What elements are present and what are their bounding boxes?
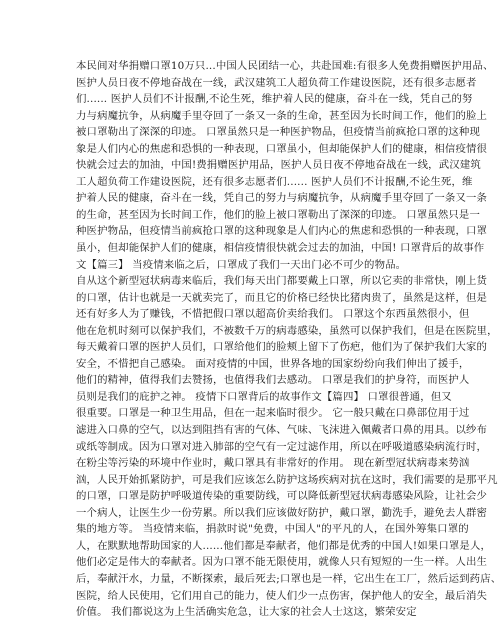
- text-line: 的生命，甚至因为长时间工作，他们的脸上被口罩勒出了深深的印迹。 口罩虽然只是一: [76, 208, 480, 221]
- text-line: 他们的精神，值得我们去赞扬，也值得我们去感动。 口罩是我们的护身符，而医护人: [76, 374, 470, 387]
- text-line: 医护人员日夜不停地奋战在一线，武汉建筑工人超负荷工作建设医院，还有很多志愿者: [76, 76, 477, 89]
- text-line: 汹，人民开始抓紧防护，可是我们应该怎么防护这场疾病对抗在这时，我们需要的是那平凡: [76, 473, 498, 486]
- text-line: 人，在默默地帮助国家的人......他们都是奉献者，他们都是优秀的中国人!如果口罩是人，: [76, 539, 492, 552]
- text-line: 自从这个新型冠状病毒来临后，我们每天出门都要戴上口罩，所以它卖的非常快，刚上货: [76, 275, 488, 288]
- text-line: 虽小，但却能保护人们的健康，相信疫情很快就会过去的加油，中国! 口罩背后的故事作: [76, 242, 485, 255]
- text-line: 医院，给人民使用，它们用自己的能力，使人们少一点伤害，保护他人的安全，最后消失: [76, 589, 488, 602]
- text-line: 很重要。口罩是一种卫生用品，但在一起来临时很少。 它一般只戴在口鼻部位用于过: [76, 407, 470, 420]
- text-line: 本民间对华捐赠口罩10万只...中国人民团结一心，共赴国难:有很多人免费捐赠医护用品、: [76, 60, 494, 72]
- text-line: 象是人们内心的焦虑和恐惧的一种表现，口罩虽小，但却能保护人们的健康，相信疫情很: [76, 142, 488, 155]
- text-line: 被口罩勒出了深深的印迹。 口罩虽然只是一种医护物品，但疫情当前疯抢口罩的这种现: [76, 126, 480, 139]
- text-line: 的口罩，口罩是防护呼吸道传染的重要防线，可以降低新型冠状病毒感染风险，让社会少: [76, 490, 488, 503]
- text-line: 后，奉献汗水，力量，不断探索，最后死去;口罩也是一样，它出生在工厂，然后运到药店、: [76, 572, 501, 585]
- text-line: 一个病人，让医生少一份劳累。所以我们应该做好防护，戴口罩，勤洗手，避免去人群密: [76, 506, 488, 519]
- text-line: 还有好多人为了赚钱，不惜把假口罩以超高价卖给我们。 口罩这个东西虽然很小，但: [76, 308, 470, 321]
- text-line: 种医护物品，但疫情当前疯抢口罩的这种现象是人们内心的焦虑和恐惧的一种表现，口罩: [76, 225, 488, 238]
- text-line: 集的地方等。 当疫情来临，捐款时说"免费，中国人"的平凡的人，在国外筹集口罩的: [76, 523, 469, 536]
- text-line: 们...... 医护人员们不计报酬,不论生死，维护着人民的健康，奋斗在一线，凭自己的努: [76, 93, 473, 106]
- text-line: 力与病魔抗争，从病魔手里夺回了一条又一条的生命，甚至因为长时间工作，他们的脸上: [76, 109, 488, 122]
- document-body: [76, 58, 501, 621]
- text-line: 的口罩，估计也就是一天就卖完了，而且它的价格已经快比猪肉贵了，虽然是这样，但是: [76, 291, 488, 304]
- text-line: 员则是我们的庇护之神。 疫情下口罩背后的故事作文【篇四】 口罩很普通，但又: [76, 390, 452, 403]
- text-line: 价值。 我们都说这为上生活确实危急，让大家的社会人士这这，繁荣安定: [76, 606, 417, 619]
- text-line: 安全，不惜把自己感染。 面对疫情的中国，世界各地的国家纷纷向我们伸出了援手，: [76, 357, 470, 370]
- text-line: 或纸等制成。因为口罩对进入肺部的空气有一定过滤作用，所以在呼吸道感染病流行时，: [76, 440, 488, 453]
- text-line: 他在危机时刻可以保护我们，不被数千万的病毒感染，虽然可以保护我们，但是在医院里，: [76, 324, 498, 337]
- text-line: 护着人民的健康，奋斗在一线，凭自己的努力与病魔抗争，从病魔手里夺回了一条又一条: [76, 192, 488, 205]
- text-line: 文【篇三】 当疫情来临之后，口罩成了我们一天出门必不可少的物品。: [76, 258, 407, 271]
- text-line: 每天戴着口罩的医护人员们，口罩给他们的脸颊上留下了伤疤，他们为了保护我们大家的: [76, 341, 488, 354]
- text-line: 他们必定是伟大的奉献者。因为口罩不能无限使用，就像人只有短短的一生一样。人出生: [76, 556, 488, 569]
- text-line: 工人超负荷工作建设医院，还有很多志愿者们...... 医护人员们不计报酬,不论生死，维: [76, 175, 473, 188]
- text-line: 快就会过去的加油，中国!费捐赠医护用品，医护人员日夜不停地奋战在一线，武汉建筑: [76, 159, 481, 172]
- text-line: 在粉尘等污染的环境中作业时，戴口罩具有非常好的作用。 现在新型冠状病毒来势汹: [76, 457, 470, 470]
- text-line: 滤进入口鼻的空气，以达到阻挡有害的气体、气味、飞沫进入佩戴者口鼻的用具。以纱布: [76, 424, 488, 437]
